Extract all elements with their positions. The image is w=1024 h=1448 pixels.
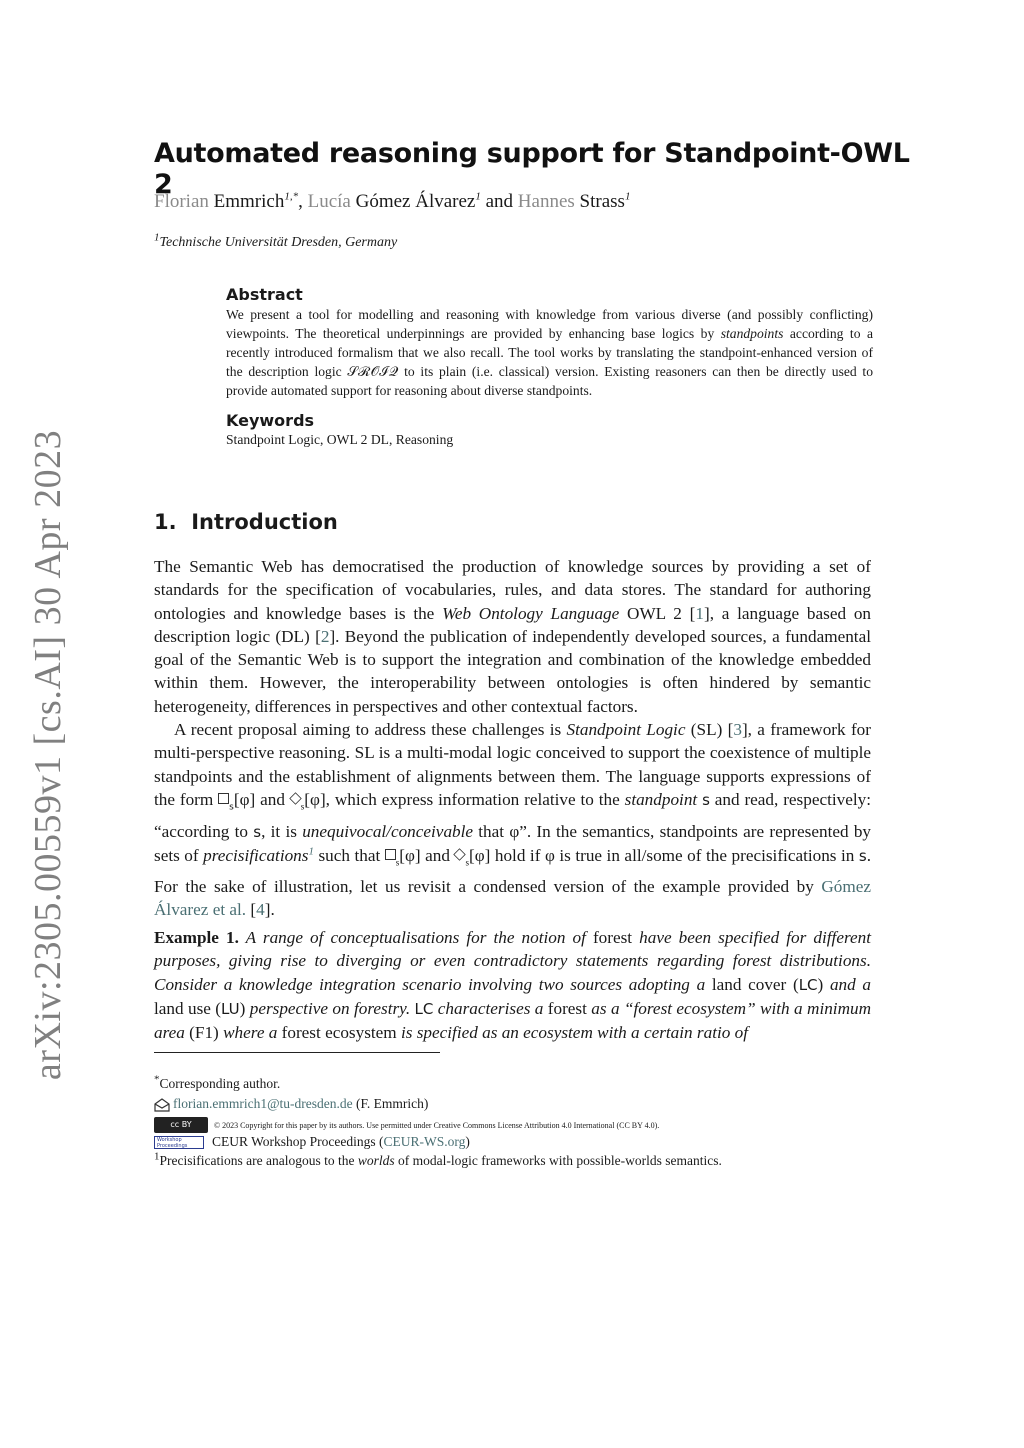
ceur-logo-icon: Workshop Proceedings (154, 1136, 204, 1149)
affiliation-marker: 1 (154, 231, 160, 244)
footnote-ref[interactable]: 1 (308, 845, 314, 858)
box-operator-icon (385, 849, 396, 860)
abstract-heading: Abstract (226, 285, 303, 304)
email-icon (154, 1098, 170, 1112)
author-last-name: Strass (579, 191, 625, 212)
author-affil-marker: 1 (624, 190, 631, 203)
author-affil-marker: 1,* (284, 190, 299, 203)
box-operator-icon (218, 793, 229, 804)
citation-link[interactable]: Gómez Álvarez et al. (154, 876, 871, 919)
author-first-name: Lucía (307, 191, 351, 212)
paper-title: Automated reasoning support for Standpoint-OWL 2 (154, 138, 910, 200)
section-number: 1. (154, 510, 177, 534)
paragraph-intro-2: A recent proposal aiming to address these challenges is Standpoint Logic (SL) [3], a framework for multi-perspective reasoning. SL is a multi-modal logic conceived to support the coexistence of multiple standpoints and the establishment of alignments between them. The language supports expressions of the form $_s$[φ] and $_s$[φ], which express information relative to the standpoint s and read, respectively: “according to s, it is unequivocal/conceivable that φ”. In the semantics, standpoints are represented by sets of precisifications$^1$ such that $_s$[φ] and $_s$[φ] hold if φ is true in all/some of the precisifications in s. For the sake of illustration, let us revisit a condensed version of the example provided by Gómez Álvarez et al. [4]. (154, 720, 872, 919)
footnote-ceur: Workshop Proceedings CEUR Workshop Proceedings (CEUR-WS.org) (154, 1134, 470, 1150)
arxiv-id: arXiv:2305.00559v1 [cs.AI] 30 Apr 2023 (27, 429, 69, 1081)
keywords-text: Standpoint Logic, OWL 2 DL, Reasoning (226, 432, 454, 447)
author-first-name: Hannes (517, 191, 575, 212)
arxiv-sidebar-stamp (0, 0, 80, 1448)
footnote-corresponding: *Corresponding author. (154, 1073, 281, 1091)
ceur-link[interactable]: CEUR-WS.org (383, 1134, 466, 1149)
example-1: Example 1. A range of conceptualisations for the notion of forest have been specified for different purposes, giving rise to diverging or even contradictory statements regarding forest distributions. Consider a knowledge integration scenario involving two sources adopting a land cover (LC) and a land use (LU) perspective on forestry. LC characterises a forest as a “forest ecosystem” with a minimum area (F1) where a forest ecosystem is specified as an ecosystem with a certain ratio of (154, 928, 872, 1043)
citation-link[interactable]: 4 (256, 899, 265, 919)
author-affil-marker: 1 (475, 190, 481, 203)
section-title: Introduction (191, 510, 338, 534)
author-separator: , (298, 191, 308, 212)
footnote-copyright: cc BY © 2023 Copyright for this paper by its authors. Use permitted under Creative Commons License Attribution 4.0 International (CC BY 4.0). (154, 1116, 659, 1133)
citation-link[interactable]: 3 (733, 720, 742, 739)
keywords-heading: Keywords (226, 411, 315, 430)
affiliation-text: Technische Universität Dresden, Germany (159, 235, 398, 250)
author-last-name: Emmrich (213, 191, 285, 212)
citation-link[interactable]: 1 (695, 603, 704, 623)
cc-license-badge-icon: cc BY (154, 1117, 208, 1133)
affiliation (154, 231, 398, 251)
email-link[interactable]: florian.emmrich1@tu-dresden.de (173, 1096, 353, 1111)
footnote-divider (154, 1052, 440, 1053)
footnote-email: florian.emmrich1@tu-dresden.de (F. Emmrich) (154, 1096, 428, 1112)
diamond-operator-icon (289, 792, 301, 804)
section-heading (154, 510, 338, 534)
author-first-name: Florian (154, 191, 209, 212)
citation-link[interactable]: 2 (320, 626, 330, 646)
abstract-text: We present a tool for modelling and reasoning with knowledge from various diverse (and possibly conflicting) viewpoints. The theoretical underpinnings are provided by enhancing base logics by standpoints according to a recently introduced formalism that we also recall. The tool works by translating the standpoint-enhanced version of the description logic 𝒮ℛ𝒪ℐ𝒬 to its plain (i.e. classical) version. Existing reasoners can then be directly used to provide automated support for reasoning about diverse standpoints. (226, 307, 873, 398)
example-label: Example 1. (154, 928, 239, 947)
paragraph-intro-1: The Semantic Web has democratised the production of knowledge sources by providing a set of standards for the specification of vocabularies, rules, and data stores. The standard for authoring ontologies and knowledge bases is the Web Ontology Language OWL 2 [1], a language based on description logic (DL) [2]. Beyond the publication of independently developed sources, a fundamental goal of the Semantic Web is to support the integration and combination of the knowledge embedded within them. However, the interoperability between ontologies is often hindered by semantic heterogeneity, differences in perspectives and other contextual factors. (154, 557, 872, 716)
author-list (154, 191, 630, 213)
author-last-name: Gómez Álvarez (355, 191, 476, 212)
footnote-1: $^1$Precisifications are analogous to the worlds of modal-logic frameworks with possible-worlds semantics. (154, 1150, 722, 1168)
author-separator: and (480, 191, 518, 212)
